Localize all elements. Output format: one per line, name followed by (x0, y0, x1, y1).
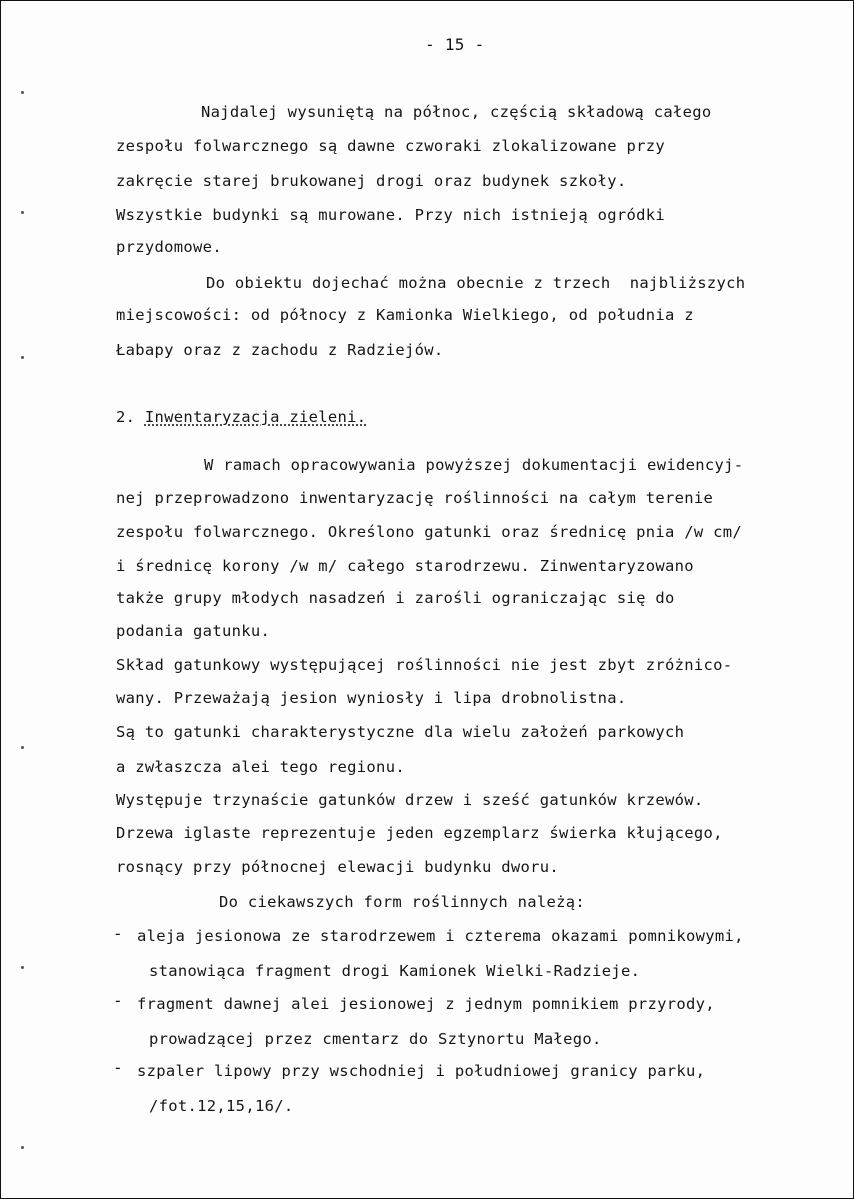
paragraph-line: zespołu folwarcznego. Określono gatunki oraz średnicę pnia /w cm/ (116, 523, 743, 541)
paragraph-line: nej przeprowadzono inwentaryzację roślinności na całym terenie (116, 489, 714, 507)
list-intro: Do ciekawszych form roślinnych należą: (219, 893, 586, 911)
paragraph-line: Występuje trzynaście gatunków drzew i sześć gatunków krzewów. (116, 791, 704, 809)
section-title: Inwentaryzacja zieleni. (144, 408, 367, 426)
paragraph-line: W ramach opracowywania powyższej dokumentacji ewidencyj- (204, 456, 744, 474)
paragraph-line: Drzewa iglaste reprezentuje jeden egzemplarz świerka kłującego, (116, 824, 723, 842)
paragraph-line: także grupy młodych nasadzeń i zarośli ograniczając się do (116, 589, 675, 607)
bullet-dash: - (113, 991, 123, 1010)
bullet-dash: - (113, 924, 123, 943)
paragraph-line: a zwłaszcza alei tego regionu. (116, 758, 405, 776)
scan-speck (21, 91, 24, 94)
paragraph-line: i średnicę korony /w m/ całego starodrzewu. Zinwentaryzowano (116, 557, 694, 575)
section-number: 2. (116, 408, 136, 426)
paragraph-line: Łabapy oraz z zachodu z Radziejów. (116, 341, 444, 359)
paragraph-line: wany. Przeważają jesion wyniosły i lipa drobnolistna. (116, 689, 627, 707)
section-heading (116, 407, 366, 427)
list-item-line: /fot.12,15,16/. (149, 1097, 294, 1115)
list-item-line: szpaler lipowy przy wschodniej i południowej granicy parku, (137, 1062, 706, 1080)
list-item-line: fragment dawnej alei jesionowej z jednym pomnikiem przyrody, (137, 995, 715, 1013)
paragraph-line: przydomowe. (116, 238, 222, 256)
paragraph-line: zespołu folwarcznego są dawne czworaki zlokalizowane przy (116, 137, 666, 155)
list-item-line: stanowiąca fragment drogi Kamionek Wielki-Radzieje. (149, 962, 641, 980)
paragraph-line: Najdalej wysuniętą na północ, częścią składową całego (201, 103, 712, 121)
page-number: - 15 - (425, 35, 485, 54)
bullet-dash: - (113, 1058, 123, 1077)
paragraph-line: podania gatunku. (116, 622, 271, 640)
paragraph-line: rosnący przy północnej elewacji budynku dworu. (116, 858, 560, 876)
paragraph-line: Do obiektu dojechać można obecnie z trzech najbliższych (206, 274, 746, 292)
scan-speck (21, 356, 24, 359)
scan-speck (21, 966, 24, 969)
paragraph-line: Są to gatunki charakterystyczne dla wielu założeń parkowych (116, 723, 685, 741)
scan-speck (21, 1146, 24, 1149)
scan-speck (21, 211, 24, 214)
list-item-line: prowadzącej przez cmentarz do Sztynortu Małego. (149, 1030, 602, 1048)
paragraph-line: zakręcie starej brukowanej drogi oraz budynek szkoły. (116, 172, 627, 190)
scan-speck (21, 746, 24, 749)
paragraph-line: Wszystkie budynki są murowane. Przy nich istnieją ogródki (116, 206, 666, 224)
paragraph-line: Skład gatunkowy występującej roślinności nie jest zbyt zróżnico- (116, 656, 733, 674)
list-item-line: aleja jesionowa ze starodrzewem i czterema okazami pomnikowymi, (137, 927, 744, 945)
paragraph-line: miejscowości: od północy z Kamionka Wielkiego, od południa z (116, 306, 694, 324)
